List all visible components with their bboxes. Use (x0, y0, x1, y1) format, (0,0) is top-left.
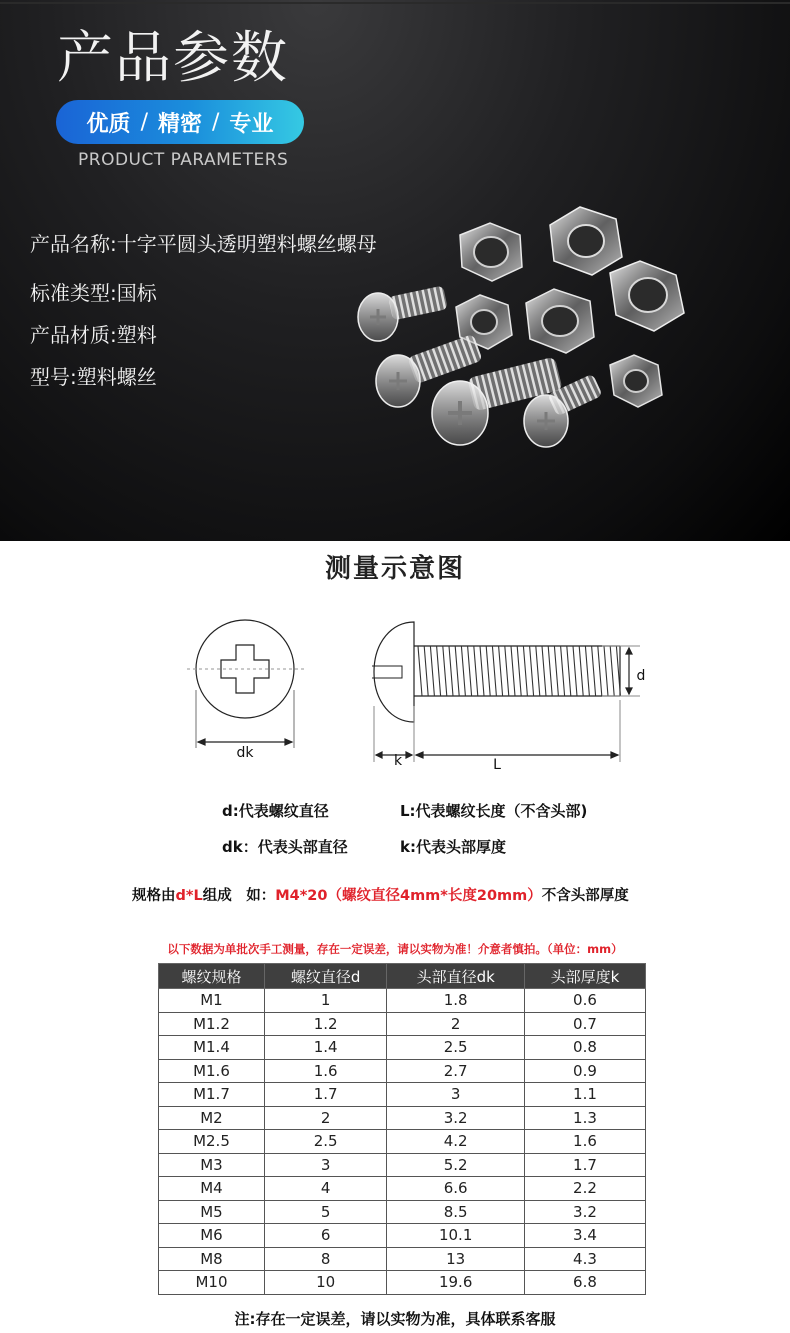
diagram-title: 测量示意图 (324, 554, 465, 584)
cell-head-thickness: 0.8 (524, 1036, 645, 1060)
thread-lines (418, 646, 620, 696)
label-dk: dk (236, 745, 254, 761)
thread-line (437, 646, 441, 696)
spec-model: 型号:塑料螺丝 (30, 365, 157, 389)
table-row (159, 1224, 646, 1248)
tag-separator: / (140, 109, 148, 135)
cell-head-thickness: 1.1 (524, 1083, 645, 1107)
measurement-diagram (0, 600, 790, 790)
thread-line (523, 646, 527, 696)
cell-thread-spec: M5 (159, 1200, 265, 1224)
table-row (159, 1036, 646, 1060)
cell-head-diameter: 6.6 (387, 1177, 525, 1201)
thread-line (492, 646, 496, 696)
table-header-row (159, 964, 646, 989)
cell-thread-spec: M1.6 (159, 1059, 265, 1083)
cell-thread-diameter: 1.6 (264, 1059, 386, 1083)
cell-head-diameter: 13 (387, 1247, 525, 1271)
cell-thread-spec: M1.7 (159, 1083, 265, 1107)
header-thread-diameter: 螺纹直径d (264, 964, 386, 989)
cell-thread-diameter: 5 (264, 1200, 386, 1224)
hex-nut-icon (610, 261, 684, 331)
cell-head-diameter: 5.2 (387, 1153, 525, 1177)
cell-thread-diameter: 1.2 (264, 1012, 386, 1036)
thread-line (598, 646, 602, 696)
cell-thread-diameter: 10 (264, 1271, 386, 1295)
cell-head-diameter: 19.6 (387, 1271, 525, 1295)
hex-nut-icon (460, 223, 522, 281)
thread-line (542, 646, 546, 696)
thread-line (604, 646, 608, 696)
cell-head-thickness: 1.6 (524, 1130, 645, 1154)
cell-thread-spec: M6 (159, 1224, 265, 1248)
hex-nut-icon (526, 289, 594, 353)
thread-line (610, 646, 614, 696)
footer-note: 注:存在一定误差，请以实物为准，具体联系客服 (234, 1310, 556, 1328)
cell-head-diameter: 10.1 (387, 1224, 525, 1248)
hex-nut-icon (550, 207, 622, 275)
header-head-diameter: 头部直径dk (387, 964, 525, 989)
cell-head-diameter: 2 (387, 1012, 525, 1036)
cell-thread-spec: M3 (159, 1153, 265, 1177)
cell-head-thickness: 3.4 (524, 1224, 645, 1248)
spec-standard-type: 标准类型:国标 (30, 281, 157, 305)
cell-head-diameter: 2.7 (387, 1059, 525, 1083)
legend-L: L:代表螺纹长度（不含头部) (400, 802, 588, 820)
screw-icon (358, 285, 448, 341)
thread-line (548, 646, 552, 696)
spec-product-name: 产品名称:十字平圆头透明塑料螺丝螺母 (30, 232, 377, 256)
legend-d: d:代表螺纹直径 (222, 802, 329, 820)
table-row (159, 1247, 646, 1271)
spec-desc-example: M4*20（螺纹直径4mm*长度20mm） (275, 888, 542, 904)
spec-desc-prefix: 规格由 (132, 888, 176, 904)
thread-line (561, 646, 565, 696)
thread-line (573, 646, 577, 696)
legend-dk: dk：代表头部直径 (222, 838, 348, 856)
cell-head-thickness: 1.3 (524, 1106, 645, 1130)
thread-line (579, 646, 583, 696)
top-divider (0, 2, 790, 4)
label-d: d (636, 668, 646, 684)
cell-head-thickness: 4.3 (524, 1247, 645, 1271)
cell-thread-spec: M8 (159, 1247, 265, 1271)
thread-line (530, 646, 534, 696)
spec-format-description (132, 884, 629, 905)
cell-thread-diameter: 6 (264, 1224, 386, 1248)
cell-head-thickness: 1.7 (524, 1153, 645, 1177)
table-row (159, 1200, 646, 1224)
cell-thread-diameter: 2.5 (264, 1130, 386, 1154)
size-table (158, 963, 646, 1295)
page-title: 产品参数 (57, 26, 289, 91)
table-row (159, 1083, 646, 1107)
legend-k: k:代表头部厚度 (400, 838, 506, 856)
cell-thread-diameter: 8 (264, 1247, 386, 1271)
cell-thread-diameter: 1.7 (264, 1083, 386, 1107)
cell-thread-spec: M10 (159, 1271, 265, 1295)
thread-line (511, 646, 515, 696)
table-row (159, 1106, 646, 1130)
cell-thread-diameter: 4 (264, 1177, 386, 1201)
thread-line (486, 646, 490, 696)
thread-line (517, 646, 521, 696)
spec-desc-suffix: 不含头部厚度 (541, 888, 629, 904)
tag-quality: 优质 (86, 111, 131, 137)
cell-head-thickness: 0.6 (524, 989, 645, 1013)
header-head-thickness: 头部厚度k (524, 964, 645, 989)
thread-line (567, 646, 571, 696)
thread-line (443, 646, 447, 696)
table-row (159, 1130, 646, 1154)
hex-nut-icon (610, 355, 662, 407)
cell-thread-diameter: 2 (264, 1106, 386, 1130)
quality-tags (56, 100, 304, 144)
thread-line (480, 646, 484, 696)
thread-line (430, 646, 434, 696)
cell-head-diameter: 3.2 (387, 1106, 525, 1130)
thread-line (455, 646, 459, 696)
cell-head-diameter: 4.2 (387, 1130, 525, 1154)
cell-thread-spec: M1 (159, 989, 265, 1013)
spec-desc-formula: d*L (175, 888, 203, 904)
cell-head-thickness: 2.2 (524, 1177, 645, 1201)
cell-head-diameter: 2.5 (387, 1036, 525, 1060)
page-subtitle: PRODUCT PARAMETERS (78, 150, 289, 170)
thread-line (468, 646, 472, 696)
cell-thread-spec: M1.4 (159, 1036, 265, 1060)
cell-head-thickness: 3.2 (524, 1200, 645, 1224)
cell-thread-diameter: 1.4 (264, 1036, 386, 1060)
thread-line (554, 646, 558, 696)
cell-thread-spec: M2 (159, 1106, 265, 1130)
cell-head-diameter: 3 (387, 1083, 525, 1107)
cell-thread-spec: M2.5 (159, 1130, 265, 1154)
cell-thread-diameter: 3 (264, 1153, 386, 1177)
cell-thread-spec: M1.2 (159, 1012, 265, 1036)
table-row (159, 1012, 646, 1036)
table-row (159, 1059, 646, 1083)
table-row (159, 989, 646, 1013)
header-thread-spec: 螺纹规格 (159, 964, 265, 989)
thread-line (505, 646, 509, 696)
thread-line (499, 646, 503, 696)
tag-separator: / (212, 109, 220, 135)
screw-head-top-view (187, 620, 305, 748)
thread-line (461, 646, 465, 696)
thread-line (424, 646, 428, 696)
table-note: 以下数据为单批次手工测量，存在一定误差，请以实物为准！介意者慎拍。（单位：mm） (167, 942, 623, 956)
spec-material: 产品材质:塑料 (30, 323, 157, 347)
thread-line (418, 646, 422, 696)
table-row (159, 1271, 646, 1295)
label-L: L (493, 757, 501, 773)
cell-thread-spec: M4 (159, 1177, 265, 1201)
tag-precision: 精密 (157, 111, 202, 137)
screw-side-view (372, 622, 620, 722)
cell-head-diameter: 8.5 (387, 1200, 525, 1224)
hero-banner (0, 0, 790, 541)
table-row (159, 1153, 646, 1177)
cell-thread-diameter: 1 (264, 989, 386, 1013)
cell-head-thickness: 6.8 (524, 1271, 645, 1295)
thread-line (585, 646, 589, 696)
table-row (159, 1177, 646, 1201)
cell-head-thickness: 0.9 (524, 1059, 645, 1083)
label-k: k (393, 753, 403, 769)
thread-line (592, 646, 596, 696)
thread-line (474, 646, 478, 696)
thread-line (449, 646, 453, 696)
product-photo (340, 195, 790, 515)
cell-head-diameter: 1.8 (387, 989, 525, 1013)
thread-line (536, 646, 540, 696)
cell-head-thickness: 0.7 (524, 1012, 645, 1036)
tag-professional: 专业 (229, 111, 274, 137)
spec-desc-middle: 组成 如： (202, 888, 276, 904)
